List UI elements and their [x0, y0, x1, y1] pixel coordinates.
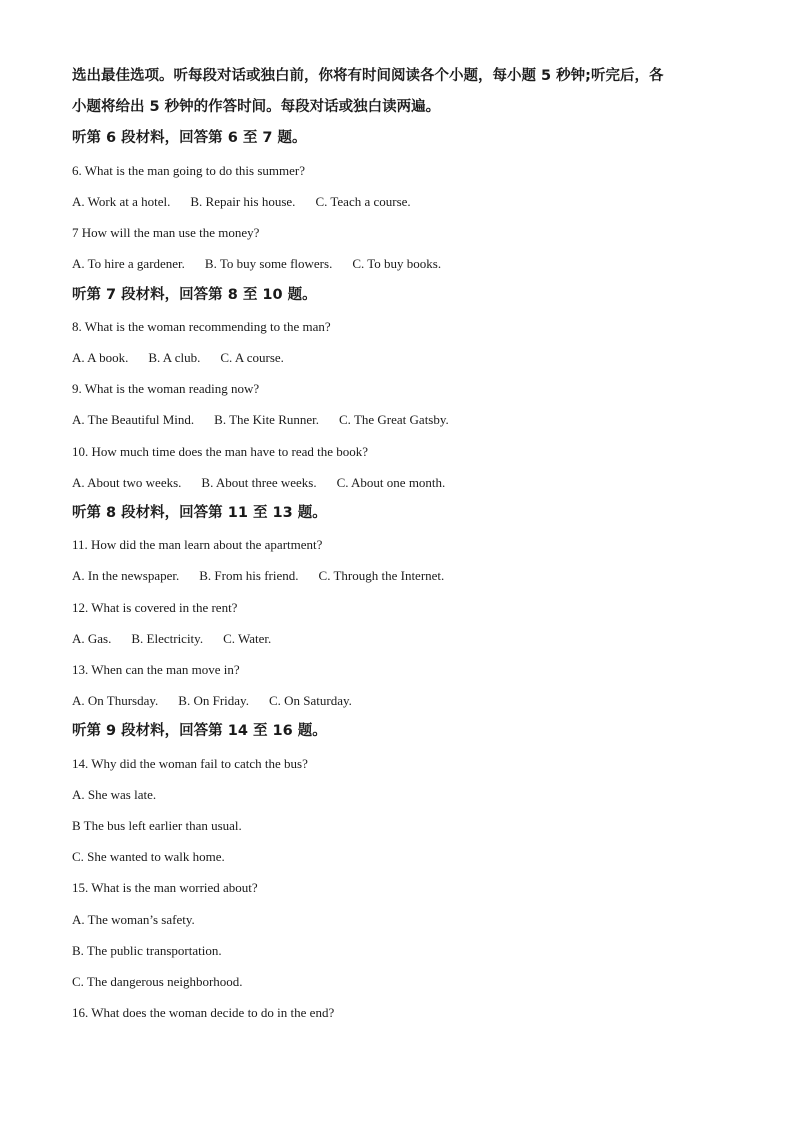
instructions-line-2: 小题将给出 5 秒钟的作答时间。每段对话或独白读两遍。 — [72, 99, 441, 115]
answer-options — [72, 568, 444, 584]
option-c: C. The Great Gatsby. — [339, 412, 449, 427]
question-text: 6. What is the man going to do this summer? — [72, 163, 306, 178]
option-a: A. The woman’s safety. — [72, 912, 195, 927]
option-a: A. Gas. — [72, 631, 112, 646]
question-text: 11. How did the man learn about the apartment? — [72, 537, 323, 552]
question-text: 10. How much time does the man have to read the book? — [72, 444, 369, 459]
answer-options — [72, 631, 271, 647]
option-c: C. About one month. — [336, 475, 446, 490]
option-b: B The bus left earlier than usual. — [72, 818, 242, 833]
question-text: 9. What is the woman reading now? — [72, 381, 260, 396]
option-c: C. A course. — [220, 350, 284, 365]
option-c: C. To buy books. — [352, 256, 442, 271]
question-text: 8. What is the woman recommending to the man? — [72, 319, 331, 334]
answer-options — [72, 350, 284, 366]
option-c: C. Water. — [223, 631, 272, 646]
option-b: B. From his friend. — [199, 568, 299, 583]
question-text: 15. What is the man worried about? — [72, 880, 258, 895]
question-text: 13. When can the man move in? — [72, 662, 240, 677]
section-heading: 听第 6 段材料，回答第 6 至 7 题。 — [72, 130, 307, 146]
option-b: B. To buy some flowers. — [204, 256, 333, 271]
option-a: A. A book. — [72, 350, 129, 365]
option-a: A. About two weeks. — [72, 475, 182, 490]
option-c: C. Teach a course. — [315, 194, 411, 209]
option-a: A. She was late. — [72, 787, 157, 802]
answer-options — [72, 194, 411, 210]
answer-options — [72, 412, 449, 428]
option-c: C. She wanted to walk home. — [72, 849, 225, 864]
answer-options — [72, 256, 441, 272]
answer-options — [72, 475, 445, 491]
option-b: B. The public transportation. — [72, 943, 222, 958]
option-b: B. About three weeks. — [201, 475, 317, 490]
section-heading: 听第 9 段材料，回答第 14 至 16 题。 — [72, 723, 327, 739]
option-b: B. On Friday. — [178, 693, 249, 708]
question-text: 7 How will the man use the money? — [72, 225, 260, 240]
question-text: 14. Why did the woman fail to catch the bus? — [72, 756, 308, 771]
option-b: B. Repair his house. — [190, 194, 296, 209]
section-heading: 听第 7 段材料，回答第 8 至 10 题。 — [72, 287, 317, 303]
option-a: A. Work at a hotel. — [72, 194, 171, 209]
option-a: A. The Beautiful Mind. — [72, 412, 195, 427]
question-text: 16. What does the woman decide to do in the end? — [72, 1005, 335, 1020]
option-a: A. In the newspaper. — [72, 568, 180, 583]
option-a: A. On Thursday. — [72, 693, 159, 708]
option-b: B. A club. — [148, 350, 201, 365]
section-heading: 听第 8 段材料，回答第 11 至 13 题。 — [72, 505, 327, 521]
option-b: B. The Kite Runner. — [214, 412, 320, 427]
option-c: C. The dangerous neighborhood. — [72, 974, 243, 989]
option-b: B. Electricity. — [131, 631, 204, 646]
question-text: 12. What is covered in the rent? — [72, 600, 238, 615]
option-c: C. Through the Internet. — [318, 568, 445, 583]
option-c: C. On Saturday. — [268, 693, 352, 708]
option-a: A. To hire a gardener. — [72, 256, 185, 271]
answer-options — [72, 693, 352, 709]
instructions-line-1: 选出最佳选项。听每段对话或独白前，你将有时间阅读各个小题，每小题 5 秒钟;听完后，各 — [72, 68, 664, 84]
